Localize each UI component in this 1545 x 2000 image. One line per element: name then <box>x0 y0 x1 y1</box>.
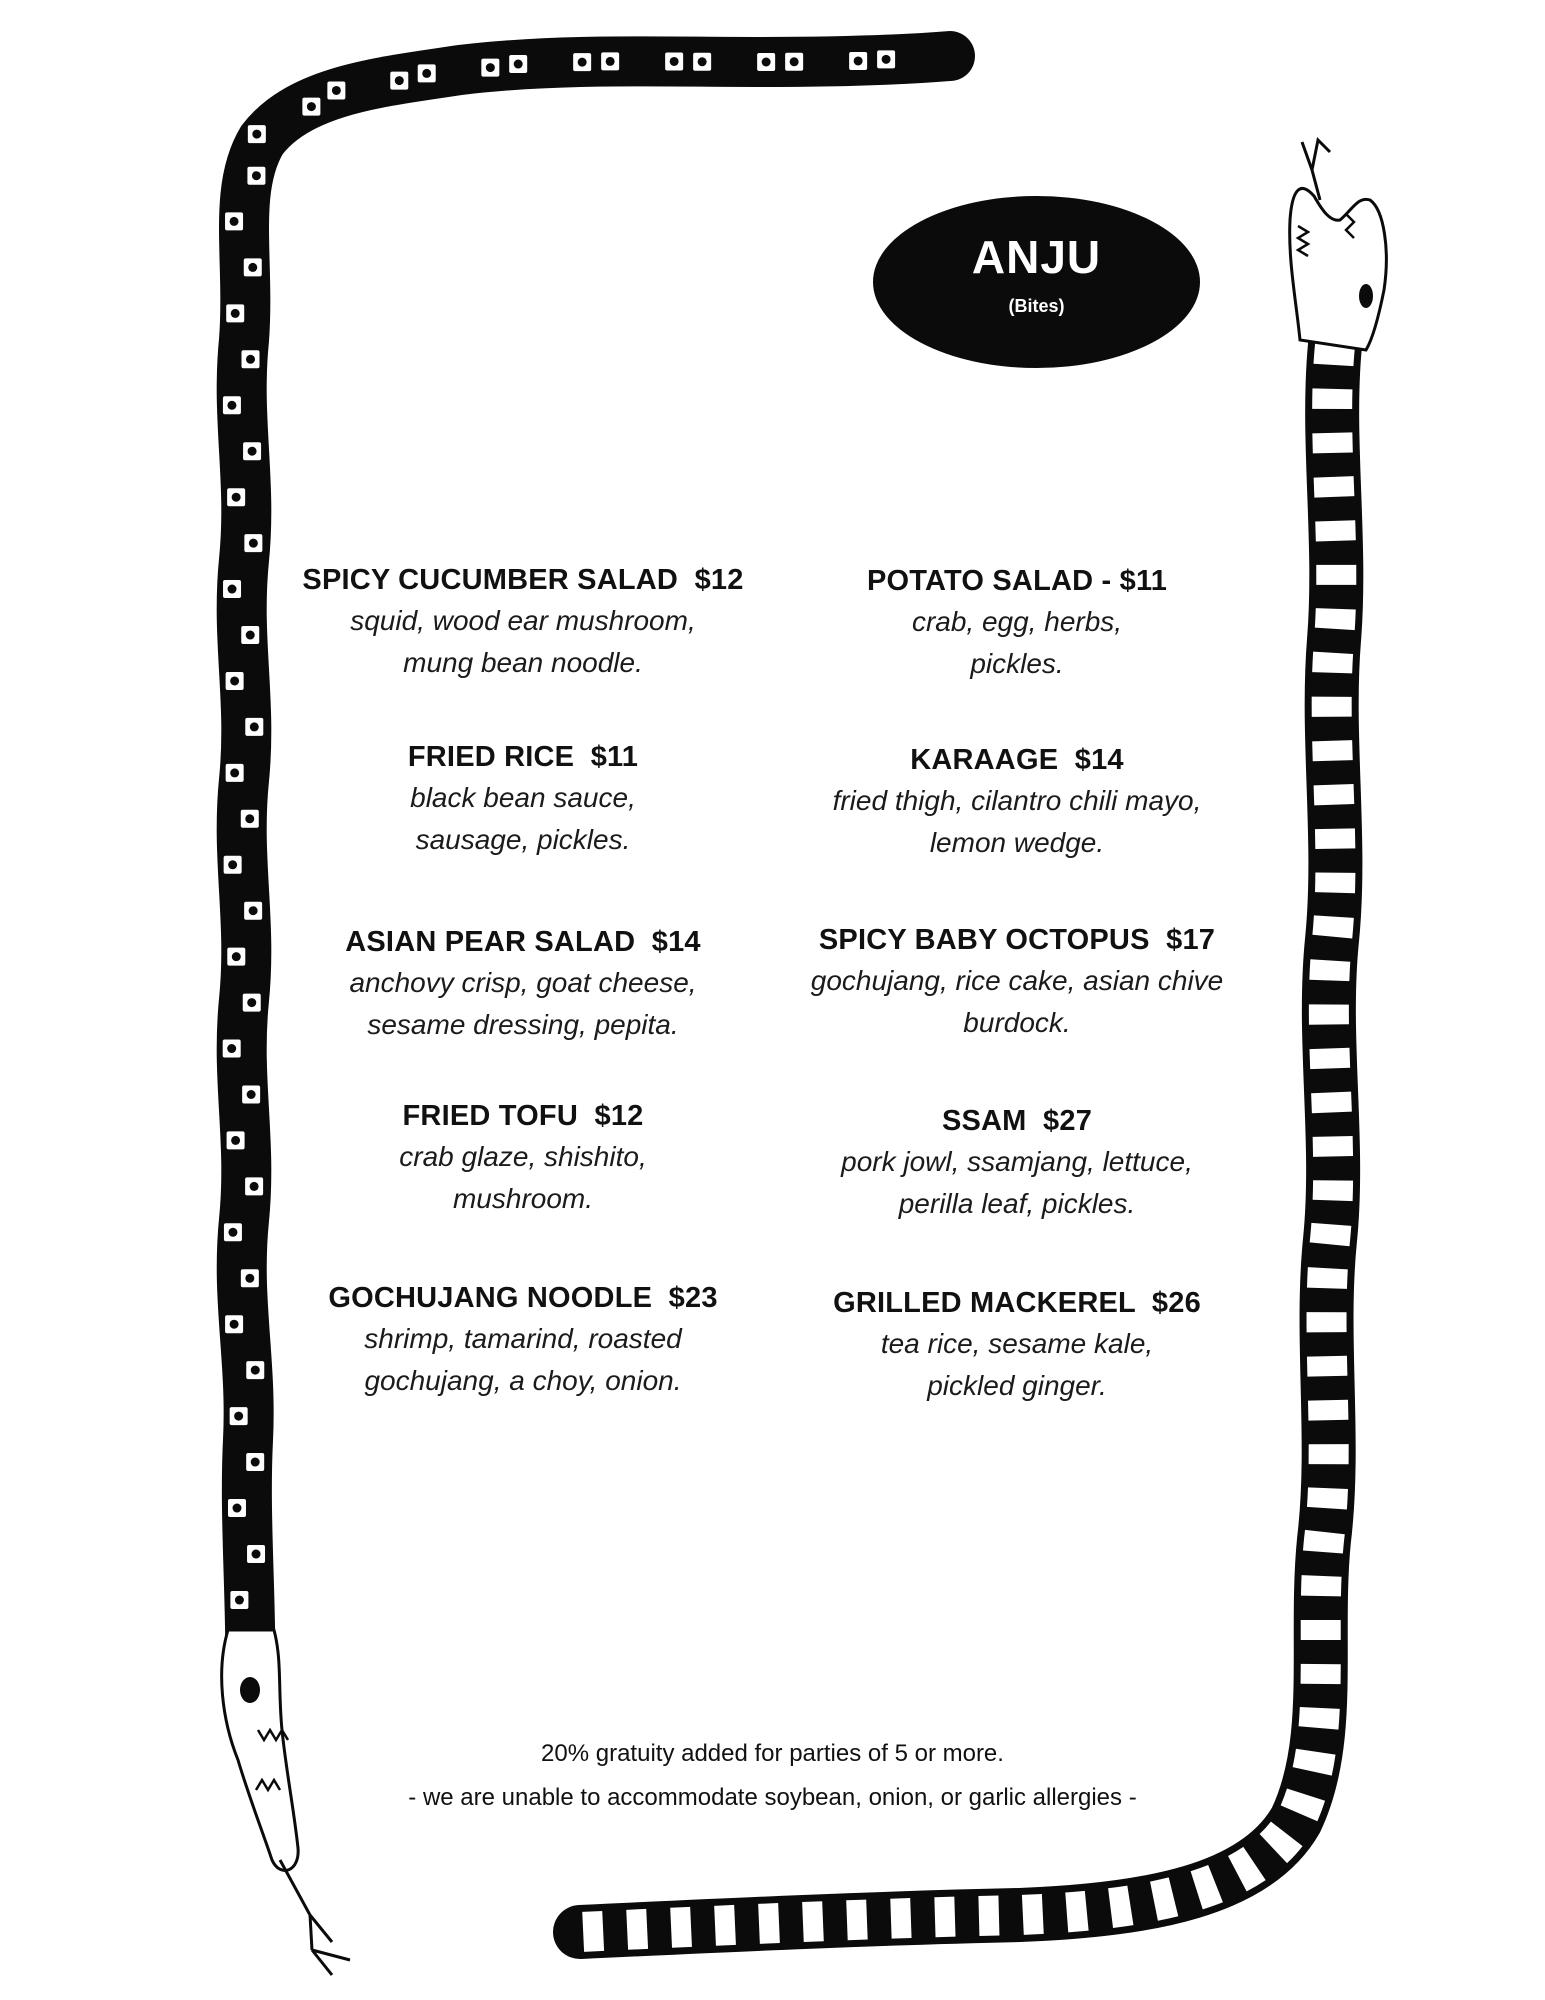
snake-spot-dot <box>245 1274 254 1283</box>
menu-item <box>283 1096 763 1220</box>
item-description: tea rice, sesame kale, pickled ginger. <box>880 1328 1154 1401</box>
snake-spot-dot <box>882 55 891 64</box>
item-name: ASIAN PEAR SALAD $14 <box>345 926 701 958</box>
snake-spot-dot <box>231 309 240 318</box>
menu-item <box>777 1283 1257 1407</box>
item-description: crab, egg, herbs, pickles. <box>911 606 1123 679</box>
allergy-note: - we are unable to accommodate soybean, onion, or garlic allergies - <box>408 1784 1137 1811</box>
snake-spot-dot <box>854 56 863 65</box>
snake-spot-dot <box>245 814 254 823</box>
section-badge <box>873 196 1200 368</box>
item-name: GOCHUJANG NOODLE $23 <box>328 1282 718 1314</box>
snake-spot-dot <box>228 585 237 594</box>
snake-spot-dot <box>230 768 239 777</box>
snake-spot-dot <box>606 57 615 66</box>
right-snake-head <box>1290 188 1387 350</box>
snake-spot-dot <box>249 539 258 548</box>
snake-spot-dot <box>422 69 431 78</box>
snake-spot-dot <box>332 86 341 95</box>
item-name: KARAAGE $14 <box>910 744 1124 776</box>
snake-spot-dot <box>228 860 237 869</box>
snake-spot-dot <box>246 355 255 364</box>
snake-spot-dot <box>514 60 523 69</box>
item-name: SPICY BABY OCTOPUS $17 <box>818 924 1216 956</box>
item-name: SPICY CUCUMBER SALAD $12 <box>302 564 744 596</box>
snake-spot-dot <box>246 631 255 640</box>
snake-spot-dot <box>230 217 239 226</box>
snake-spot-dot <box>395 76 404 85</box>
snake-spot-dot <box>252 130 261 139</box>
snake-spot-dot <box>232 493 241 502</box>
menu-item <box>777 1101 1257 1225</box>
snake-spot-dot <box>670 57 679 66</box>
gratuity-note: 20% gratuity added for parties of 5 or more. <box>541 1740 1004 1767</box>
snake-spot-dot <box>235 1596 244 1605</box>
item-name: SSAM $27 <box>941 1105 1093 1137</box>
item-name: POTATO SALAD - $11 <box>866 565 1168 597</box>
snake-spot-dot <box>762 57 771 66</box>
item-description: crab glaze, shishito, mushroom. <box>399 1141 647 1214</box>
snake-spot-dot <box>234 1412 243 1421</box>
snake-spot-dot <box>578 58 587 67</box>
item-description: squid, wood ear mushroom, mung bean noodle. <box>350 605 696 678</box>
menu-item <box>283 737 763 861</box>
left-snake-eye <box>240 1677 260 1703</box>
item-description: pork jowl, ssamjang, lettuce, perilla leaf, pickles. <box>841 1146 1193 1219</box>
snake-spot-dot <box>232 952 241 961</box>
snake-spot-dot <box>251 1458 260 1467</box>
right-snake-eye <box>1359 284 1373 308</box>
snake-spot-dot <box>250 1182 259 1191</box>
menu-item <box>777 561 1257 685</box>
item-name: GRILLED MACKEREL $26 <box>833 1287 1201 1319</box>
item-name: FRIED RICE $11 <box>407 741 639 773</box>
snake-spot-dot <box>251 1366 260 1375</box>
item-description: shrimp, tamarind, roasted gochujang, a choy, onion. <box>364 1323 682 1396</box>
snake-spot-dot <box>486 63 495 72</box>
section-title: ANJU <box>971 231 1102 283</box>
snake-spot-dot <box>230 1320 239 1329</box>
item-description: anchovy crisp, goat cheese, sesame dressing, pepita. <box>349 967 697 1040</box>
item-description: black bean sauce, sausage, pickles. <box>410 782 636 855</box>
snake-spot-dot <box>252 1550 261 1559</box>
snake-spot-dot <box>307 102 316 111</box>
snake-spot-dot <box>249 906 258 915</box>
menu-item <box>777 920 1257 1044</box>
snake-spot-dot <box>230 676 239 685</box>
left-snake-tongue <box>280 1860 350 1975</box>
snake-spot-dot <box>247 998 256 1007</box>
snake-spot-dot <box>247 1090 256 1099</box>
item-description: gochujang, rice cake, asian chive burdock. <box>810 965 1224 1038</box>
section-subtitle: (Bites) <box>1008 296 1065 316</box>
menu-item <box>283 922 763 1046</box>
item-name: FRIED TOFU $12 <box>402 1100 644 1132</box>
menu-item <box>283 560 763 684</box>
left-snake-body <box>242 56 950 1690</box>
snake-spot-dot <box>228 1228 237 1237</box>
snake-spot-dot <box>232 1504 241 1513</box>
snake-spot-dot <box>252 171 261 180</box>
snake-spot-dot <box>790 57 799 66</box>
item-description: fried thigh, cilantro chili mayo, lemon wedge. <box>832 785 1202 858</box>
snake-spot-dot <box>248 447 257 456</box>
snake-spot-dot <box>227 401 236 410</box>
menu-item <box>777 740 1257 864</box>
snake-spot-dot <box>698 57 707 66</box>
menu-item <box>283 1278 763 1402</box>
snake-spot-dot <box>250 722 259 731</box>
snake-spot-dot <box>231 1136 240 1145</box>
snake-spot-dot <box>248 263 257 272</box>
snake-spot-dot <box>227 1044 236 1053</box>
